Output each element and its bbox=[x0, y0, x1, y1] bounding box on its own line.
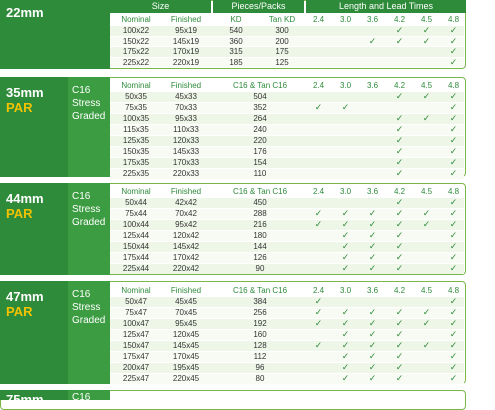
nominal-cell: 150x47 bbox=[122, 341, 150, 350]
nominal-cell: 100x47 bbox=[122, 319, 150, 328]
nominal-cell: 225x47 bbox=[122, 374, 150, 383]
finished-cell: 110x33 bbox=[173, 125, 199, 134]
check-icon: ✓ bbox=[449, 35, 458, 46]
pieces-cell: 450 bbox=[253, 198, 267, 207]
check-icon: ✓ bbox=[449, 351, 458, 361]
kd-cell: 540 bbox=[229, 26, 243, 35]
check-icon: ✓ bbox=[449, 197, 458, 207]
pieces-cell: 90 bbox=[255, 264, 265, 273]
check-icon: ✓ bbox=[368, 230, 377, 240]
nominal-cell: 75x44 bbox=[125, 209, 147, 218]
section-22mm-label bbox=[0, 0, 68, 69]
length-header-3-0: 3.0 bbox=[339, 187, 352, 196]
par-label-47: PAR bbox=[6, 304, 33, 319]
pieces-cell: 176 bbox=[253, 147, 267, 156]
pieces-cell: 128 bbox=[253, 341, 267, 350]
check-icon: ✓ bbox=[395, 168, 404, 178]
nominal-cell: 50x44 bbox=[125, 198, 147, 207]
length-header-3-6: 3.6 bbox=[366, 187, 379, 196]
check-icon: ✓ bbox=[395, 25, 404, 35]
pieces-cell: 180 bbox=[253, 231, 267, 240]
length-header-4-8: 4.8 bbox=[447, 187, 460, 196]
pieces-cell: 288 bbox=[253, 209, 267, 218]
check-icon: ✓ bbox=[422, 35, 431, 46]
nominal-cell: 150x35 bbox=[122, 147, 150, 156]
grade-label-75: C16 bbox=[72, 392, 91, 403]
nominal-cell: 75x47 bbox=[125, 308, 147, 317]
section-47mm-label bbox=[0, 281, 68, 384]
check-icon: ✓ bbox=[422, 208, 431, 218]
check-icon: ✓ bbox=[314, 208, 323, 218]
par-label-44: PAR bbox=[6, 206, 33, 221]
check-icon: ✓ bbox=[368, 329, 377, 339]
finished-cell: 70x33 bbox=[175, 103, 197, 112]
finished-cell: 70x45 bbox=[175, 308, 197, 317]
length-header-4-8: 4.8 bbox=[447, 286, 460, 295]
pieces-cell: 264 bbox=[253, 114, 267, 123]
pieces-cell: 504 bbox=[253, 92, 267, 101]
pieces-cell: 384 bbox=[253, 297, 267, 306]
check-icon: ✓ bbox=[341, 252, 350, 262]
check-icon: ✓ bbox=[449, 340, 458, 350]
length-header-2-4: 2.4 bbox=[312, 81, 325, 90]
col-pieces: C16 & Tan C16 bbox=[232, 187, 288, 196]
check-icon: ✓ bbox=[314, 318, 323, 328]
col-finished: Finished bbox=[170, 81, 202, 90]
finished-cell: 95x33 bbox=[175, 114, 197, 123]
finished-cell: 45x45 bbox=[175, 297, 197, 306]
pieces-cell: 154 bbox=[253, 158, 267, 167]
grade-label-35: C16 Stress Graded bbox=[72, 85, 106, 122]
check-icon: ✓ bbox=[395, 318, 404, 328]
col-nominal: Nominal bbox=[121, 286, 151, 295]
tankd-cell: 125 bbox=[275, 57, 289, 67]
section-44mm-label bbox=[0, 183, 68, 275]
check-icon: ✓ bbox=[395, 91, 404, 101]
finished-cell: 220x45 bbox=[172, 374, 200, 383]
pieces-cell: 352 bbox=[253, 103, 267, 112]
nominal-cell: 150x22 bbox=[122, 36, 150, 46]
length-header-3-6: 3.6 bbox=[366, 81, 379, 90]
check-icon: ✓ bbox=[341, 351, 350, 361]
length-header-4-5: 4.5 bbox=[420, 187, 433, 196]
pieces-cell: 96 bbox=[255, 363, 265, 372]
col-pieces: C16 & Tan C16 bbox=[232, 81, 288, 90]
check-icon: ✓ bbox=[395, 329, 404, 339]
finished-cell: 95x42 bbox=[175, 220, 197, 229]
length-header-4-8: 4.8 bbox=[447, 15, 460, 24]
nominal-cell: 50x35 bbox=[125, 92, 147, 101]
header-size: Size bbox=[110, 0, 211, 13]
nominal-cell: 200x47 bbox=[122, 363, 150, 372]
check-icon: ✓ bbox=[368, 252, 377, 262]
length-header-3-0: 3.0 bbox=[339, 15, 352, 24]
pieces-cell: 240 bbox=[253, 125, 267, 134]
size-label-75: 75mm bbox=[6, 392, 44, 407]
nominal-cell: 175x22 bbox=[122, 47, 150, 56]
nominal-cell: 100x44 bbox=[122, 220, 150, 229]
nominal-cell: 225x22 bbox=[122, 57, 150, 67]
nominal-cell: 125x47 bbox=[122, 330, 150, 339]
length-header-2-4: 2.4 bbox=[312, 286, 325, 295]
check-icon: ✓ bbox=[395, 208, 404, 218]
pieces-cell: 144 bbox=[253, 242, 267, 251]
size-label-44: 44mm PAR bbox=[6, 191, 44, 221]
length-header-4-2: 4.2 bbox=[393, 187, 406, 196]
check-icon: ✓ bbox=[341, 102, 350, 112]
check-icon: ✓ bbox=[449, 146, 458, 156]
check-icon: ✓ bbox=[368, 307, 377, 317]
finished-cell: 220x19 bbox=[172, 57, 200, 67]
size-label-47: 47mm PAR bbox=[6, 289, 44, 319]
col-finished: Finished bbox=[170, 187, 202, 196]
kd-cell: 360 bbox=[229, 36, 243, 46]
finished-cell: 170x33 bbox=[172, 158, 200, 167]
check-icon: ✓ bbox=[368, 351, 377, 361]
check-icon: ✓ bbox=[422, 340, 431, 350]
kd-cell: 315 bbox=[229, 47, 243, 56]
length-header-4-2: 4.2 bbox=[393, 15, 406, 24]
check-icon: ✓ bbox=[395, 219, 404, 229]
nominal-cell: 225x44 bbox=[122, 264, 150, 273]
pieces-cell: 80 bbox=[255, 374, 265, 383]
tankd-cell: 175 bbox=[275, 47, 289, 56]
check-icon: ✓ bbox=[449, 25, 458, 35]
check-icon: ✓ bbox=[449, 296, 458, 306]
finished-cell: 220x42 bbox=[172, 264, 200, 273]
col-nominal: Nominal bbox=[121, 15, 151, 24]
finished-cell: 145x33 bbox=[172, 147, 200, 156]
check-icon: ✓ bbox=[341, 263, 350, 273]
check-icon: ✓ bbox=[368, 318, 377, 328]
check-icon: ✓ bbox=[449, 252, 458, 262]
par-label-35: PAR bbox=[6, 100, 33, 115]
check-icon: ✓ bbox=[422, 113, 431, 123]
check-icon: ✓ bbox=[314, 219, 323, 229]
check-icon: ✓ bbox=[368, 263, 377, 273]
check-icon: ✓ bbox=[422, 318, 431, 328]
finished-cell: 220x33 bbox=[172, 169, 200, 178]
col-nominal: Nominal bbox=[121, 81, 151, 90]
check-icon: ✓ bbox=[449, 219, 458, 229]
check-icon: ✓ bbox=[395, 263, 404, 273]
length-header-3-0: 3.0 bbox=[339, 81, 352, 90]
header-pieces: Pieces/Packs bbox=[213, 0, 304, 13]
check-icon: ✓ bbox=[368, 219, 377, 229]
check-icon: ✓ bbox=[341, 241, 350, 251]
section-75mm-label bbox=[0, 390, 68, 407]
check-icon: ✓ bbox=[449, 263, 458, 273]
check-icon: ✓ bbox=[368, 208, 377, 218]
check-icon: ✓ bbox=[449, 362, 458, 372]
check-icon: ✓ bbox=[449, 46, 458, 56]
col-tan-kd: Tan KD bbox=[268, 15, 296, 24]
length-header-2-4: 2.4 bbox=[312, 15, 325, 24]
size-label-35: 35mm PAR bbox=[6, 85, 44, 115]
check-icon: ✓ bbox=[422, 91, 431, 101]
finished-cell: 95x19 bbox=[175, 26, 197, 35]
check-icon: ✓ bbox=[395, 197, 404, 207]
check-icon: ✓ bbox=[314, 296, 323, 306]
check-icon: ✓ bbox=[449, 168, 458, 178]
length-header-4-2: 4.2 bbox=[393, 81, 406, 90]
check-icon: ✓ bbox=[341, 208, 350, 218]
length-header-3-6: 3.6 bbox=[366, 15, 379, 24]
check-icon: ✓ bbox=[449, 318, 458, 328]
col-finished: Finished bbox=[170, 15, 202, 24]
finished-cell: 70x42 bbox=[175, 209, 197, 218]
length-header-4-5: 4.5 bbox=[420, 15, 433, 24]
nominal-cell: 125x35 bbox=[122, 136, 150, 145]
tankd-cell: 200 bbox=[275, 36, 289, 46]
check-icon: ✓ bbox=[395, 252, 404, 262]
pieces-cell: 112 bbox=[253, 352, 267, 361]
nominal-cell: 150x44 bbox=[122, 242, 150, 251]
check-icon: ✓ bbox=[314, 102, 323, 112]
check-icon: ✓ bbox=[341, 329, 350, 339]
section-22mm-label-ext bbox=[68, 0, 110, 69]
col-kd: KD bbox=[230, 15, 242, 24]
finished-cell: 145x42 bbox=[172, 242, 200, 251]
finished-cell: 195x45 bbox=[172, 363, 200, 372]
length-header-4-5: 4.5 bbox=[420, 286, 433, 295]
grade-label-44: C16 Stress Graded bbox=[72, 191, 106, 228]
check-icon: ✓ bbox=[449, 135, 458, 145]
finished-cell: 42x42 bbox=[175, 198, 197, 207]
col-nominal: Nominal bbox=[121, 187, 151, 196]
pieces-cell: 220 bbox=[253, 136, 267, 145]
length-header-3-0: 3.0 bbox=[339, 286, 352, 295]
check-icon: ✓ bbox=[449, 157, 458, 167]
length-header-4-5: 4.5 bbox=[420, 81, 433, 90]
check-icon: ✓ bbox=[449, 307, 458, 317]
check-icon: ✓ bbox=[341, 373, 350, 383]
finished-cell: 120x33 bbox=[172, 136, 200, 145]
check-icon: ✓ bbox=[449, 56, 458, 67]
check-icon: ✓ bbox=[449, 373, 458, 383]
check-icon: ✓ bbox=[422, 219, 431, 229]
finished-cell: 95x45 bbox=[175, 319, 197, 328]
nominal-cell: 125x44 bbox=[122, 231, 150, 240]
pieces-cell: 256 bbox=[253, 308, 267, 317]
finished-cell: 120x42 bbox=[172, 231, 200, 240]
check-icon: ✓ bbox=[449, 124, 458, 134]
col-finished: Finished bbox=[170, 286, 202, 295]
pieces-cell: 216 bbox=[253, 220, 267, 229]
check-icon: ✓ bbox=[314, 307, 323, 317]
check-icon: ✓ bbox=[449, 102, 458, 112]
check-icon: ✓ bbox=[395, 113, 404, 123]
check-icon: ✓ bbox=[341, 340, 350, 350]
check-icon: ✓ bbox=[422, 307, 431, 317]
grade-label-47: C16 Stress Graded bbox=[72, 289, 106, 326]
length-header-4-8: 4.8 bbox=[447, 81, 460, 90]
check-icon: ✓ bbox=[368, 340, 377, 350]
finished-cell: 45x33 bbox=[175, 92, 197, 101]
check-icon: ✓ bbox=[368, 362, 377, 372]
check-icon: ✓ bbox=[395, 241, 404, 251]
finished-cell: 145x19 bbox=[172, 36, 200, 46]
check-icon: ✓ bbox=[395, 146, 404, 156]
check-icon: ✓ bbox=[395, 373, 404, 383]
pieces-cell: 160 bbox=[253, 330, 267, 339]
nominal-cell: 75x35 bbox=[125, 103, 147, 112]
check-icon: ✓ bbox=[341, 362, 350, 372]
check-icon: ✓ bbox=[368, 373, 377, 383]
check-icon: ✓ bbox=[395, 351, 404, 361]
col-pieces: C16 & Tan C16 bbox=[232, 286, 288, 295]
check-icon: ✓ bbox=[395, 157, 404, 167]
section-35mm-label bbox=[0, 77, 68, 177]
finished-cell: 170x19 bbox=[172, 47, 200, 56]
nominal-cell: 115x35 bbox=[123, 125, 149, 134]
check-icon: ✓ bbox=[449, 208, 458, 218]
check-icon: ✓ bbox=[395, 362, 404, 372]
pieces-cell: 126 bbox=[253, 253, 267, 262]
nominal-cell: 175x44 bbox=[122, 253, 150, 262]
check-icon: ✓ bbox=[395, 124, 404, 134]
finished-cell: 170x42 bbox=[172, 253, 200, 262]
nominal-cell: 100x35 bbox=[122, 114, 150, 123]
tankd-cell: 300 bbox=[275, 26, 289, 35]
check-icon: ✓ bbox=[395, 340, 404, 350]
kd-cell: 185 bbox=[229, 57, 243, 67]
check-icon: ✓ bbox=[422, 25, 431, 35]
pieces-cell: 110 bbox=[253, 169, 267, 178]
pieces-cell: 192 bbox=[253, 319, 267, 328]
check-icon: ✓ bbox=[395, 135, 404, 145]
check-icon: ✓ bbox=[368, 241, 377, 251]
nominal-cell: 50x47 bbox=[125, 297, 147, 306]
check-icon: ✓ bbox=[395, 307, 404, 317]
check-icon: ✓ bbox=[314, 340, 323, 350]
finished-cell: 170x45 bbox=[172, 352, 200, 361]
length-header-2-4: 2.4 bbox=[312, 187, 325, 196]
header-lead-times: Length and Lead Times bbox=[306, 0, 466, 13]
finished-cell: 145x45 bbox=[172, 341, 200, 350]
nominal-cell: 175x47 bbox=[122, 352, 150, 361]
length-header-3-6: 3.6 bbox=[366, 286, 379, 295]
check-icon: ✓ bbox=[341, 230, 350, 240]
check-icon: ✓ bbox=[395, 35, 404, 46]
check-icon: ✓ bbox=[449, 113, 458, 123]
nominal-cell: 175x35 bbox=[122, 158, 150, 167]
check-icon: ✓ bbox=[449, 241, 458, 251]
check-icon: ✓ bbox=[341, 219, 350, 229]
nominal-cell: 225x35 bbox=[122, 169, 150, 178]
finished-cell: 120x45 bbox=[172, 330, 200, 339]
check-icon: ✓ bbox=[449, 230, 458, 240]
check-icon: ✓ bbox=[395, 230, 404, 240]
check-icon: ✓ bbox=[341, 307, 350, 317]
size-label-22: 22mm bbox=[6, 5, 44, 20]
check-icon: ✓ bbox=[449, 329, 458, 339]
check-icon: ✓ bbox=[341, 318, 350, 328]
check-icon: ✓ bbox=[368, 35, 377, 46]
check-icon: ✓ bbox=[449, 91, 458, 101]
nominal-cell: 100x22 bbox=[122, 26, 150, 35]
length-header-4-2: 4.2 bbox=[393, 286, 406, 295]
